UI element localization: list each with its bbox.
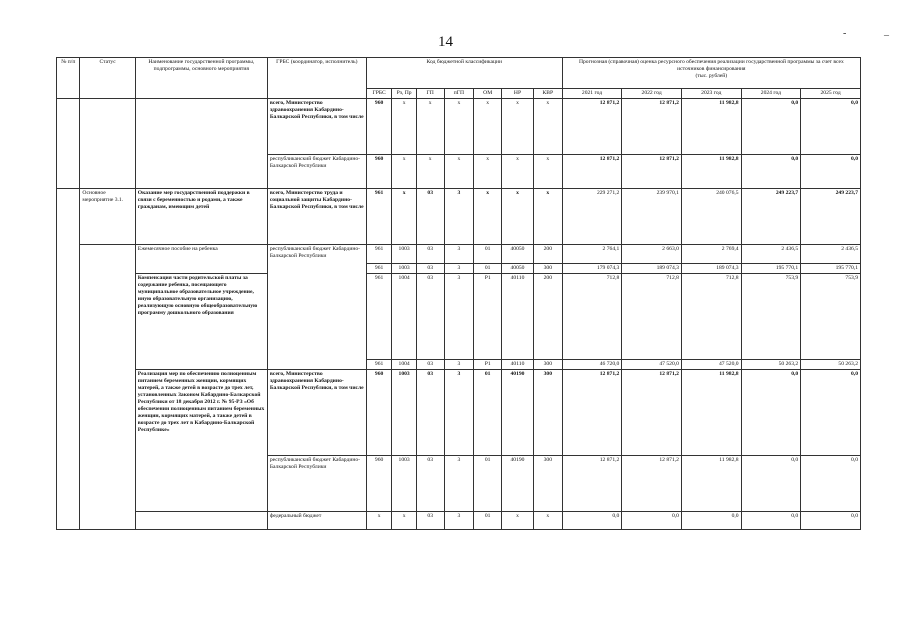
cell-code: 300 bbox=[533, 359, 562, 369]
cell-code: 40050 bbox=[502, 244, 534, 263]
cell-value: 0,0 bbox=[801, 455, 861, 511]
cell-value: 12 871,2 bbox=[622, 369, 682, 455]
code-header: КВР bbox=[533, 89, 562, 99]
cell-value: 240 076,5 bbox=[681, 188, 741, 244]
cell-value: 249 223,7 bbox=[801, 188, 861, 244]
cell-code: 960 bbox=[366, 98, 392, 154]
cell-code: 960 bbox=[366, 455, 392, 511]
cell-code: 1003 bbox=[392, 244, 416, 263]
cell-value: 2 436,5 bbox=[801, 244, 861, 263]
cell-value: 753,9 bbox=[741, 273, 801, 359]
cell-name bbox=[135, 154, 267, 188]
table-row bbox=[57, 511, 861, 529]
cell-code: х bbox=[474, 98, 502, 154]
col-num-header: № п/п bbox=[57, 58, 80, 99]
cell-value: 249 223,7 bbox=[741, 188, 801, 244]
cell-grbs: федеральный бюджет bbox=[267, 511, 366, 529]
cell-code: 1003 bbox=[392, 369, 416, 455]
col-name-header: Наименование государственной программы, подпрограммы, основного мероприятия bbox=[135, 58, 267, 99]
cell-code: 40110 bbox=[502, 273, 534, 359]
cell-grbs: республиканский бюджет Кабардино-Балкарской Республики bbox=[267, 154, 366, 188]
cell-num bbox=[57, 98, 80, 154]
cell-code: 3 bbox=[444, 369, 474, 455]
cell-name: Компенсация части родительской платы за содержание ребенка, посещающего муниципальное образовательное учреждение, иную образовательную организацию, реализующую основную общеобразовательную программу дошкольного образования bbox=[135, 273, 267, 359]
forecast-title: Прогнозная (справочная) оценка ресурсного обеспечения реализации государственной программы за счет всех источников финансирования bbox=[578, 59, 844, 72]
table-row bbox=[57, 455, 861, 511]
cell-status bbox=[80, 511, 135, 529]
year-header: 2021 год bbox=[562, 89, 622, 99]
cell-code: х bbox=[502, 511, 534, 529]
cell-value: 50 263,2 bbox=[741, 359, 801, 369]
table-row bbox=[57, 273, 861, 359]
cell-code: 01 bbox=[474, 244, 502, 263]
cell-status bbox=[80, 369, 135, 455]
cell-code: 961 bbox=[366, 359, 392, 369]
cell-code: х bbox=[392, 154, 416, 188]
cell-code: 3 bbox=[444, 455, 474, 511]
cell-value: 712,8 bbox=[681, 273, 741, 359]
cell-code: х bbox=[444, 98, 474, 154]
cell-code: 200 bbox=[533, 244, 562, 263]
table-row bbox=[57, 188, 861, 244]
cell-value: 47 520,0 bbox=[681, 359, 741, 369]
cell-value: 11 982,8 bbox=[681, 369, 741, 455]
cell-code: Р1 bbox=[474, 273, 502, 359]
code-header: ГП bbox=[416, 89, 444, 99]
cell-value: 712,8 bbox=[622, 273, 682, 359]
cell-value: 12 871,2 bbox=[622, 455, 682, 511]
cell-code: 40190 bbox=[502, 455, 534, 511]
cell-value: 0,0 bbox=[562, 511, 622, 529]
cell-code: х bbox=[392, 511, 416, 529]
cell-code: 960 bbox=[366, 154, 392, 188]
cell-value: 179 074,3 bbox=[562, 263, 622, 273]
cell-num bbox=[57, 154, 80, 188]
cell-grbs: республиканский бюджет Кабардино-Балкарской Республики bbox=[267, 244, 366, 263]
cell-value: 189 074,3 bbox=[681, 263, 741, 273]
cell-name: Оказание мер государственной поддержки в связи с беременностью и родами, а также гражданам, имеющим детей bbox=[135, 188, 267, 244]
year-header: 2023 год bbox=[681, 89, 741, 99]
cell-value: 12 871,2 bbox=[562, 98, 622, 154]
cell-value: 12 871,2 bbox=[622, 98, 682, 154]
cell-value: 12 871,2 bbox=[562, 455, 622, 511]
cell-code: х bbox=[474, 154, 502, 188]
cell-value: 12 871,2 bbox=[562, 154, 622, 188]
cell-value: 0,0 bbox=[801, 98, 861, 154]
table-row bbox=[57, 369, 861, 455]
year-header: 2022 год bbox=[622, 89, 682, 99]
forecast-unit: (тыс. рублей) bbox=[695, 72, 728, 79]
cell-code: Р1 bbox=[474, 359, 502, 369]
cell-code: х bbox=[533, 511, 562, 529]
cell-code: х bbox=[416, 98, 444, 154]
cell-grbs bbox=[267, 273, 366, 359]
cell-code: 03 bbox=[416, 455, 444, 511]
cell-value: 0,0 bbox=[741, 455, 801, 511]
cell-status bbox=[80, 244, 135, 263]
cell-code: 40110 bbox=[502, 359, 534, 369]
cell-num bbox=[57, 369, 80, 455]
cell-value: 229 271,2 bbox=[562, 188, 622, 244]
cell-name bbox=[135, 263, 267, 273]
cell-code: 3 bbox=[444, 511, 474, 529]
cell-status bbox=[80, 455, 135, 511]
cell-value: 189 074,3 bbox=[622, 263, 682, 273]
cell-code: 3 bbox=[444, 188, 474, 244]
cell-code: 960 bbox=[366, 369, 392, 455]
cell-code: х bbox=[392, 188, 416, 244]
cell-code: х bbox=[502, 98, 534, 154]
code-header: пГП bbox=[444, 89, 474, 99]
code-header: НР bbox=[502, 89, 534, 99]
cell-code: х bbox=[533, 188, 562, 244]
cell-grbs: всего, Министерство здравоохранения Кабардино-Балкарской Республики, в том числе bbox=[267, 98, 366, 154]
cell-code: х bbox=[533, 98, 562, 154]
cell-code: 3 bbox=[444, 359, 474, 369]
corner-mark: - bbox=[843, 28, 847, 39]
cell-value: 12 871,2 bbox=[622, 154, 682, 188]
cell-grbs: всего, Министерство труда и социальной защиты Кабардино-Балкарской Республики, в том числе bbox=[267, 188, 366, 244]
cell-num bbox=[57, 511, 80, 529]
cell-name bbox=[135, 359, 267, 369]
code-header: Рз, Пр bbox=[392, 89, 416, 99]
cell-value: 712,8 bbox=[562, 273, 622, 359]
cell-status: Основное мероприятие 3.1. bbox=[80, 188, 135, 244]
cell-value: 0,0 bbox=[622, 511, 682, 529]
cell-value: 11 982,8 bbox=[681, 98, 741, 154]
cell-grbs: республиканский бюджет Кабардино-Балкарской Республики bbox=[267, 455, 366, 511]
cell-status bbox=[80, 263, 135, 273]
table-row bbox=[57, 359, 861, 369]
cell-code: 300 bbox=[533, 369, 562, 455]
cell-value: 2 764,1 bbox=[562, 244, 622, 263]
cell-status bbox=[80, 98, 135, 154]
cell-code: 01 bbox=[474, 369, 502, 455]
forecast-group-header bbox=[562, 58, 860, 89]
table-row bbox=[57, 98, 861, 154]
cell-code: х bbox=[502, 154, 534, 188]
cell-code: 1003 bbox=[392, 455, 416, 511]
cell-value: 12 871,2 bbox=[562, 369, 622, 455]
cell-code: х bbox=[392, 98, 416, 154]
cell-value: 46 720,0 bbox=[562, 359, 622, 369]
cell-code: 03 bbox=[416, 188, 444, 244]
cell-status bbox=[80, 154, 135, 188]
cell-code: 03 bbox=[416, 369, 444, 455]
cell-code: 961 bbox=[366, 188, 392, 244]
cell-code: 961 bbox=[366, 273, 392, 359]
table-row bbox=[57, 263, 861, 273]
year-header: 2025 год bbox=[801, 89, 861, 99]
cell-num bbox=[57, 188, 80, 244]
cell-num bbox=[57, 273, 80, 359]
cell-value: 753,9 bbox=[801, 273, 861, 359]
cell-value: 0,0 bbox=[741, 369, 801, 455]
cell-value: 0,0 bbox=[801, 154, 861, 188]
cell-code: 01 bbox=[474, 511, 502, 529]
cell-code: 1004 bbox=[392, 273, 416, 359]
cell-value: 0,0 bbox=[741, 154, 801, 188]
code-header: ГРБС bbox=[366, 89, 392, 99]
cell-value: 2 769,4 bbox=[681, 244, 741, 263]
table-row bbox=[57, 244, 861, 263]
cell-code: 1004 bbox=[392, 359, 416, 369]
cell-code: 1003 bbox=[392, 263, 416, 273]
cell-code: 03 bbox=[416, 359, 444, 369]
cell-value: 47 520,0 bbox=[622, 359, 682, 369]
col-status-header: Статус bbox=[80, 58, 135, 99]
cell-status bbox=[80, 273, 135, 359]
cell-code: х bbox=[474, 188, 502, 244]
cell-value: 0,0 bbox=[681, 511, 741, 529]
resource-table bbox=[56, 57, 861, 530]
cell-grbs bbox=[267, 359, 366, 369]
corner-mark: – bbox=[884, 30, 889, 41]
cell-code: х bbox=[416, 154, 444, 188]
cell-code: 300 bbox=[533, 455, 562, 511]
cell-name: Ежемесячное пособие на ребенка bbox=[135, 244, 267, 263]
table-row bbox=[57, 154, 861, 188]
cell-value: 0,0 bbox=[741, 511, 801, 529]
cell-grbs bbox=[267, 263, 366, 273]
cell-code: 3 bbox=[444, 263, 474, 273]
cell-value: 11 982,8 bbox=[681, 154, 741, 188]
cell-name: Реализация мер по обеспечению полноценным питанием беременных женщин, кормящих матерей, а также детей в возрасте до трех лет, установленных Законом Кабардино-Балкарской Республики от 18 декабря 2012 г. № 95-РЗ «Об обеспечении полноценным питанием беременных женщин, кормящих матерей, а также детей в возрасте до трех лет в Кабардино-Балкарской Республике» bbox=[135, 369, 267, 455]
cell-name bbox=[135, 455, 267, 511]
cell-code: х bbox=[502, 188, 534, 244]
cell-value: 11 982,8 bbox=[681, 455, 741, 511]
cell-code: х bbox=[444, 154, 474, 188]
cell-code: 40050 bbox=[502, 263, 534, 273]
cell-num bbox=[57, 455, 80, 511]
cell-value: 0,0 bbox=[741, 98, 801, 154]
cell-code: 03 bbox=[416, 273, 444, 359]
cell-value: 195 770,1 bbox=[741, 263, 801, 273]
cell-code: 03 bbox=[416, 511, 444, 529]
cell-code: х bbox=[533, 154, 562, 188]
cell-code: 03 bbox=[416, 244, 444, 263]
cell-grbs: всего, Министерство здравоохранения Кабардино-Балкарской Республики, в том числе bbox=[267, 369, 366, 455]
cell-num bbox=[57, 244, 80, 263]
year-header: 2024 год bbox=[741, 89, 801, 99]
cell-code: 200 bbox=[533, 273, 562, 359]
code-group-header: Код бюджетной классификации bbox=[366, 58, 562, 89]
cell-code: 40190 bbox=[502, 369, 534, 455]
cell-code: 961 bbox=[366, 244, 392, 263]
cell-value: 2 663,0 bbox=[622, 244, 682, 263]
cell-code: 3 bbox=[444, 273, 474, 359]
col-grbs-header: ГРБС (координатор, исполнитель) bbox=[267, 58, 366, 99]
cell-value: 50 263,2 bbox=[801, 359, 861, 369]
cell-code: 01 bbox=[474, 263, 502, 273]
header-row bbox=[57, 58, 861, 89]
cell-name bbox=[135, 98, 267, 154]
cell-code: 03 bbox=[416, 263, 444, 273]
code-header: ОМ bbox=[474, 89, 502, 99]
cell-value: 0,0 bbox=[801, 369, 861, 455]
cell-value: 0,0 bbox=[801, 511, 861, 529]
cell-code: 01 bbox=[474, 455, 502, 511]
cell-status bbox=[80, 359, 135, 369]
cell-num bbox=[57, 359, 80, 369]
cell-num bbox=[57, 263, 80, 273]
cell-value: 195 770,1 bbox=[801, 263, 861, 273]
cell-code: 961 bbox=[366, 263, 392, 273]
cell-code: 3 bbox=[444, 244, 474, 263]
cell-code: х bbox=[366, 511, 392, 529]
cell-name bbox=[135, 511, 267, 529]
cell-value: 2 436,5 bbox=[741, 244, 801, 263]
cell-code: 300 bbox=[533, 263, 562, 273]
page-number: 14 bbox=[438, 34, 453, 50]
cell-value: 239 970,1 bbox=[622, 188, 682, 244]
